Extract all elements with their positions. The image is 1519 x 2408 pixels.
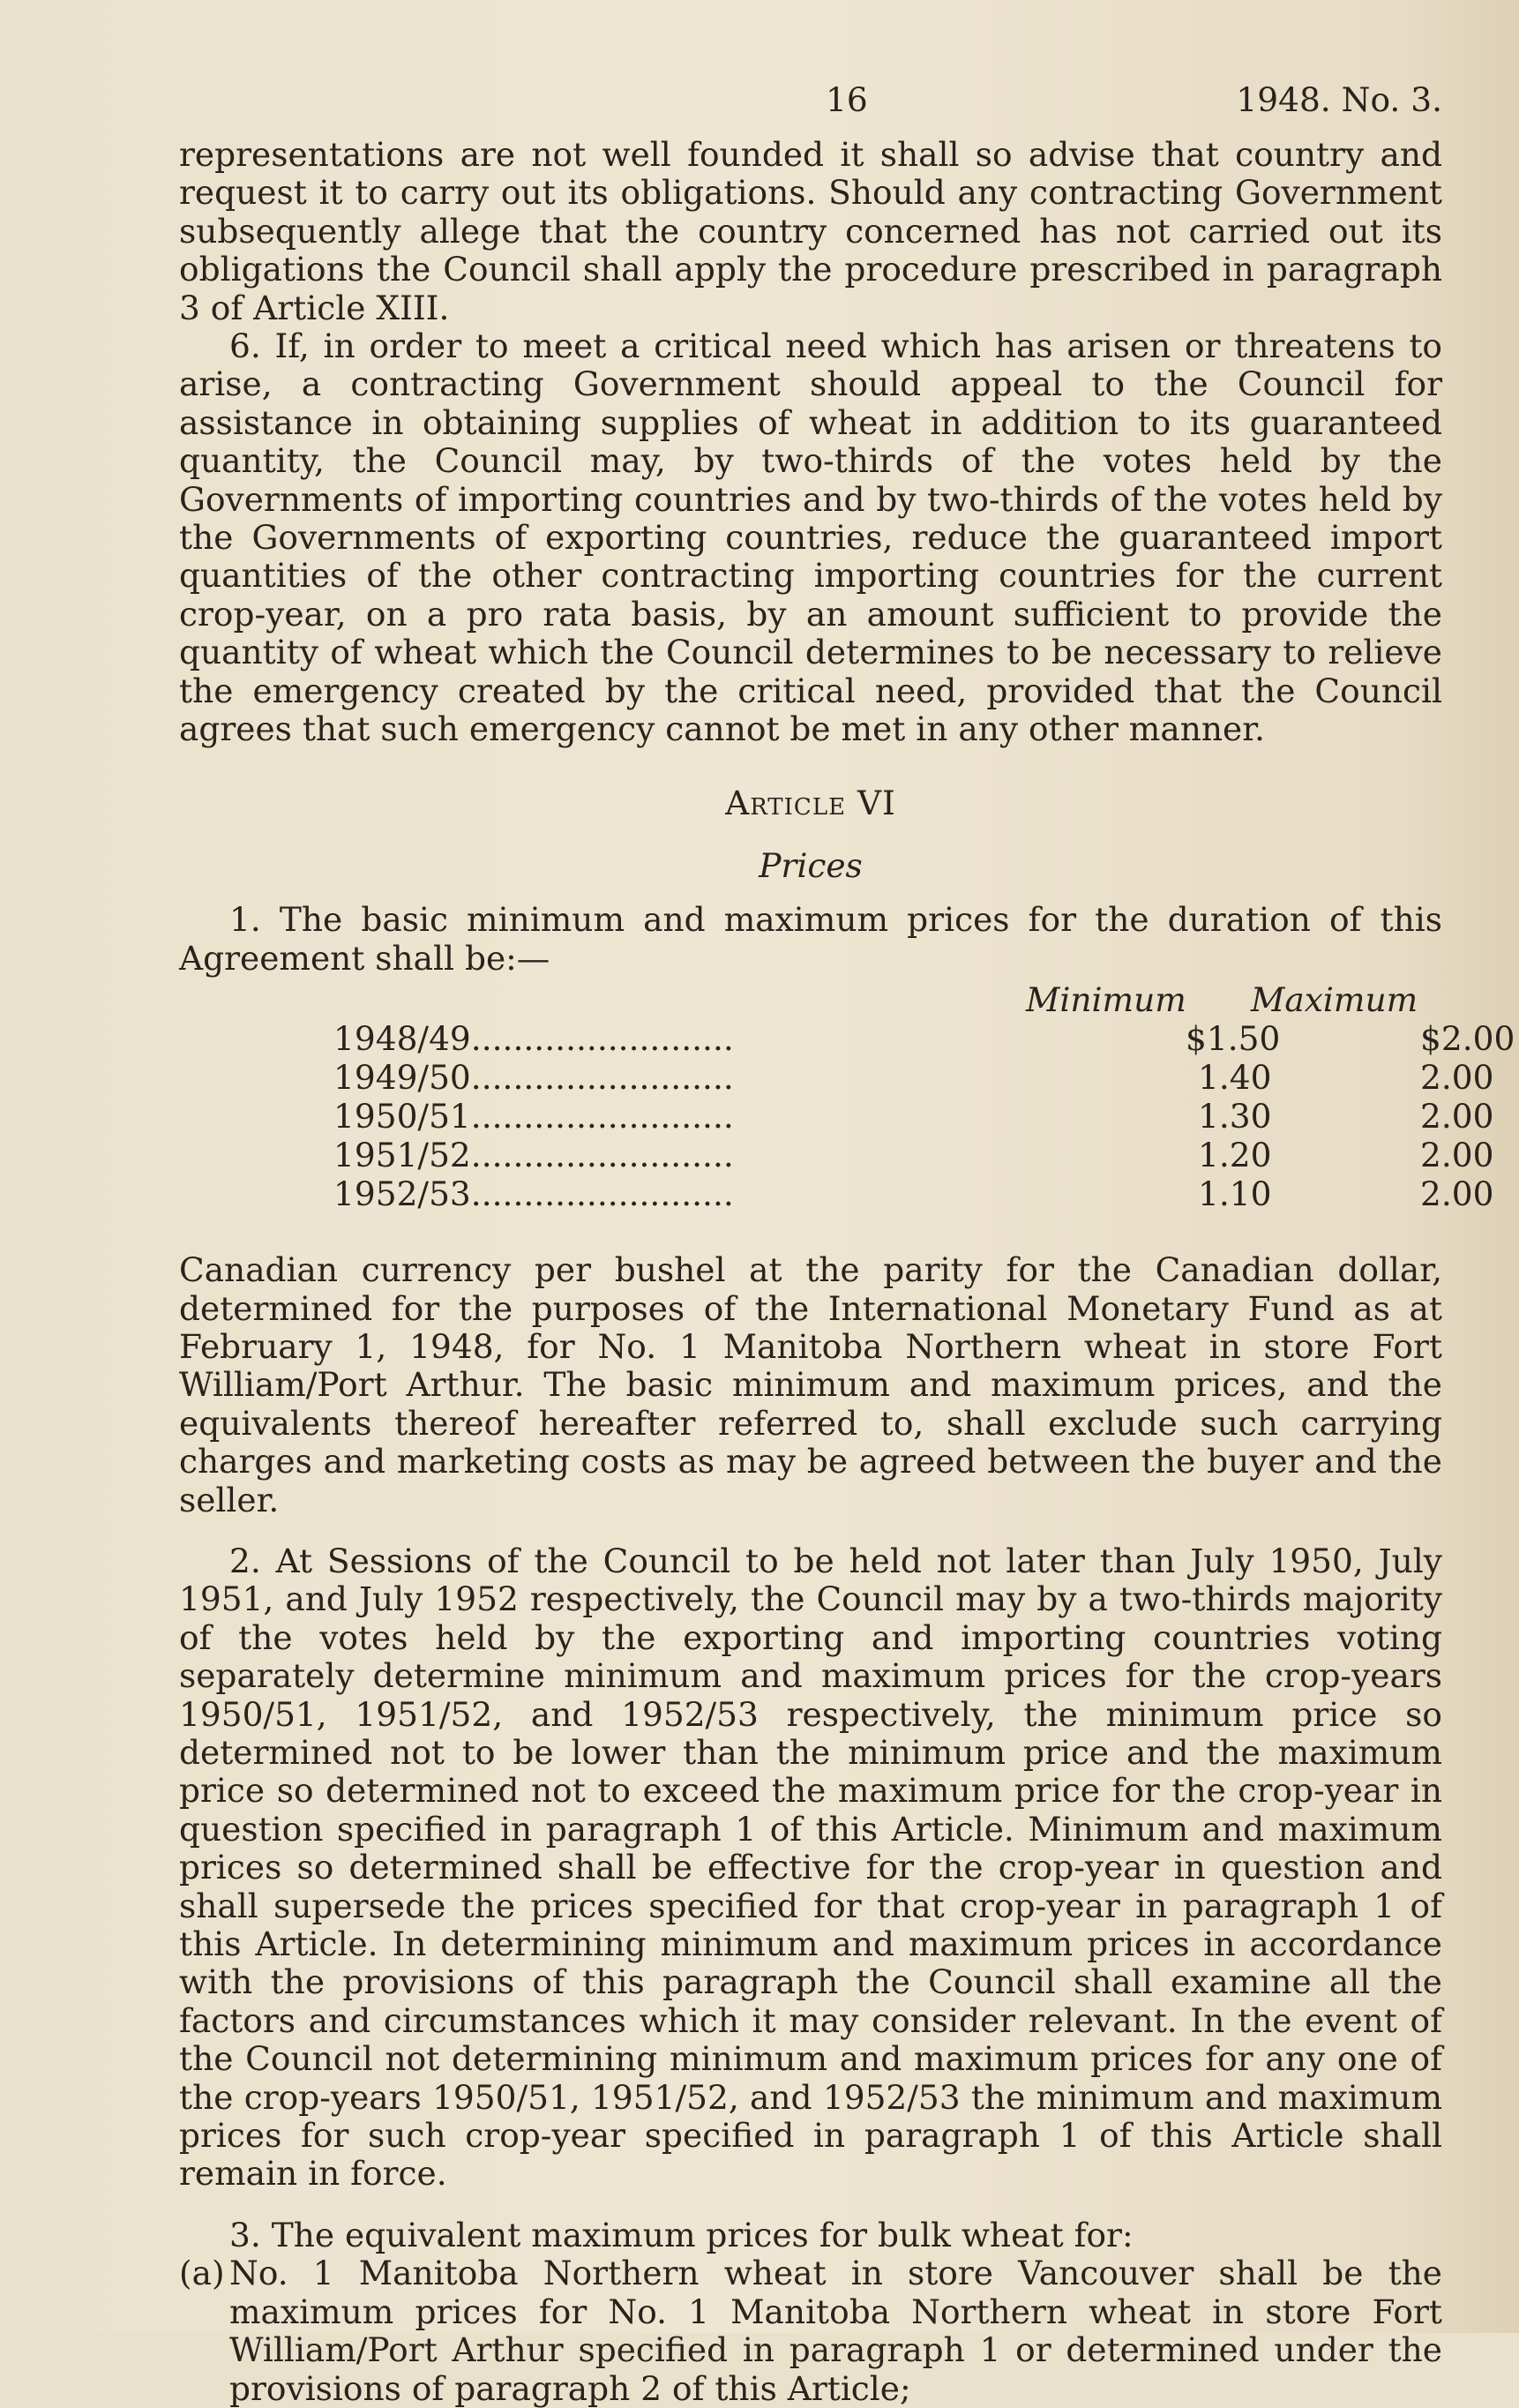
minimum-price: 1.20 <box>1198 1136 1272 1175</box>
column-header-maximum: Maximum <box>1251 980 1418 1020</box>
crop-year: 1948/49......................... <box>333 1019 734 1059</box>
crop-year: 1950/51......................... <box>333 1097 734 1136</box>
table-row <box>333 1136 1494 1175</box>
minimum-price: $1.50 <box>1186 1019 1281 1059</box>
table-row <box>333 1058 1494 1098</box>
table-row <box>333 1019 1515 1059</box>
maximum-price: $2.00 <box>1420 1019 1515 1059</box>
crop-year: 1951/52......................... <box>333 1136 734 1175</box>
minimum-price: 1.10 <box>1198 1174 1272 1214</box>
paragraph-3-intro: 3. The equivalent maximum prices for bulk wheat for: <box>229 2215 1134 2254</box>
page-header <box>179 81 1442 136</box>
crop-year: 1949/50......................... <box>333 1058 734 1098</box>
article-heading: Article VI <box>725 783 896 822</box>
maximum-price: 2.00 <box>1420 1174 1494 1214</box>
paragraph-continuation: representations are not well founded it shall so advise that country and request it to carry out its obligations. Should any contracting Government subsequently allege that the country concerned has not carried out its obligations the Council shall apply the procedure prescribed in paragraph 3 of Article XIII. <box>179 135 1442 327</box>
maximum-price: 2.00 <box>1420 1058 1494 1098</box>
paragraph-1-continuation: Canadian currency per bushel at the parity for the Canadian dollar, determined for the purposes of the International Monetary Fund as at February 1, 1948, for No. 1 Manitoba Northern wheat in store Fort William/Port Arthur. The basic minimum and maximum prices, and the equivalents thereof hereafter referred to, shall exclude such carrying charges and marketing costs as may be agreed between the buyer and the seller. <box>179 1250 1442 1519</box>
minimum-price: 1.30 <box>1198 1097 1272 1136</box>
table-row <box>333 1097 1494 1136</box>
minimum-price: 1.40 <box>1198 1058 1272 1098</box>
paragraph-3a <box>179 2254 1442 2408</box>
page-content <box>179 80 1515 2408</box>
maximum-price: 2.00 <box>1420 1097 1494 1136</box>
paragraph-2: 2. At Sessions of the Council to be held not later than July 1950, July 1951, and July 1952 respectively, the Council may by a two-thirds majority of the votes held by the exporting and importing countries voting separately determine minimum and maximum prices for the crop-years 1950/51, 1951/52, and 1952/53 respectively, the minimum price so determined not to be lower than the minimum price and the maximum price so determined not to exceed the maximum price for the crop-year in question specified in paragraph 1 of this Article. Minimum and maximum prices so determined shall be effective for the crop-year in question and shall supersede the prices specified for that crop-year in paragraph 1 of this Article. In determining minimum and maximum prices in accordance with the provisions of this paragraph the Council shall examine all the factors and circumstances which it may consider relevant. In the event of the Council not determining minimum and maximum prices for any one of the crop-years 1950/51, 1951/52, and 1952/53 the minimum and maximum prices for such crop-year specified in paragraph 1 of this Article shall remain in force. <box>179 1541 1442 2194</box>
page-number: 16 <box>826 80 868 119</box>
item-text: No. 1 Manitoba Northern wheat in store Vancouver shall be the maximum prices for No. 1 Manitoba Northern wheat in store Fort William/Port Arthur specified in paragraph 1 or determined under the provisions of paragraph 2 of this Article; <box>229 2254 1442 2408</box>
item-label: (a) <box>179 2254 225 2293</box>
table-row <box>333 1174 1494 1214</box>
paragraph-6: 6. If, in order to meet a critical need which has arisen or threatens to arise, a contracting Government should appeal to the Council for assistance in obtaining supplies of wheat in addition to its guaranteed quantity, the Council may, by two-thirds of the votes held by the Governments of importing countries and by two-thirds of the votes held by the Governments of exporting countries, reduce the guaranteed import quantities of the other contracting importing countries for the current crop-year, on a pro rata basis, by an amount sufficient to provide the quantity of wheat which the Council determines to be necessary to relieve the emergency created by the critical need, provided that the Council agrees that such emergency cannot be met in any other manner. <box>179 326 1442 749</box>
crop-year: 1952/53......................... <box>333 1174 734 1214</box>
paragraph-1-intro: 1. The basic minimum and maximum prices for the duration of this Agreement shall be:— <box>179 900 1442 978</box>
price-table <box>179 980 1515 1219</box>
publication-reference: 1948. No. 3. <box>1236 80 1442 119</box>
column-header-minimum: Minimum <box>1026 980 1186 1020</box>
maximum-price: 2.00 <box>1420 1136 1494 1175</box>
section-title: Prices <box>759 845 863 885</box>
